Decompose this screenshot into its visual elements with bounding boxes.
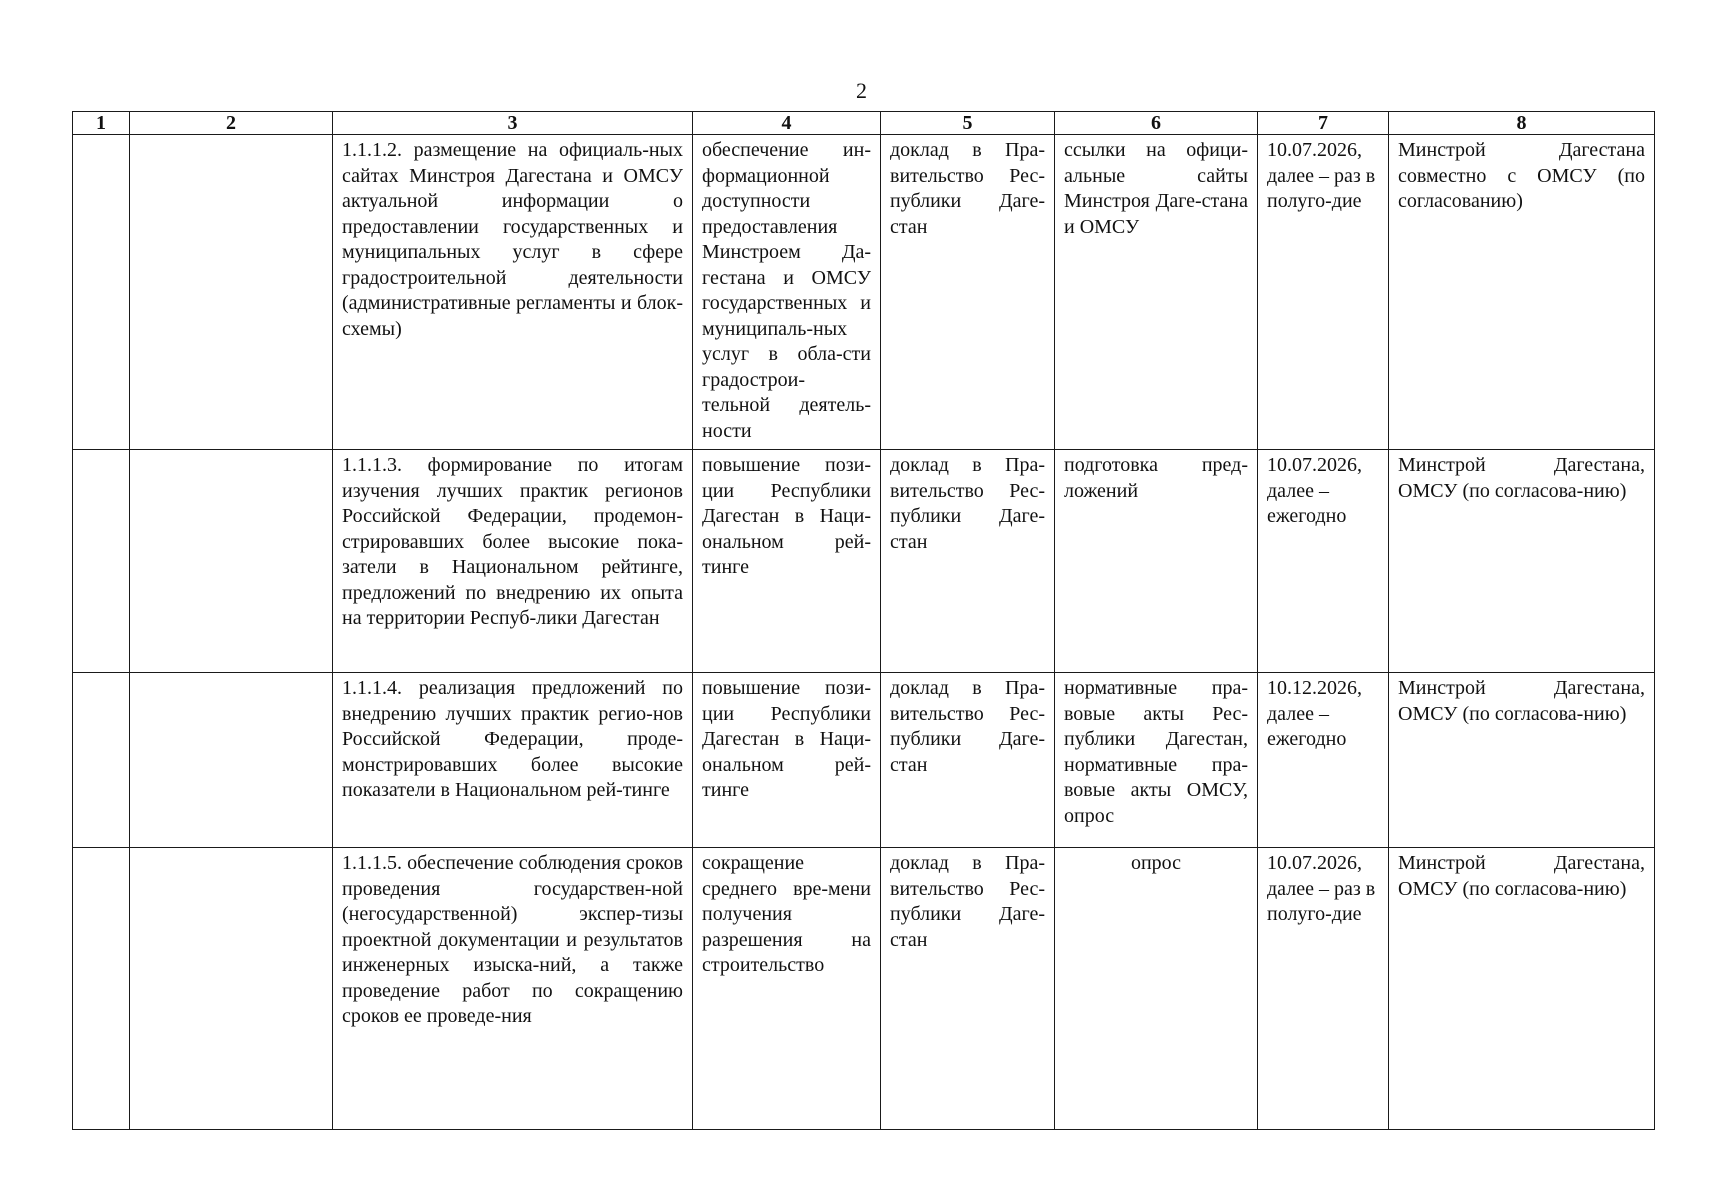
- cell-report-form: доклад в Пра-вительство Рес-публики Даге-стан: [881, 673, 1055, 848]
- page-number: 2: [856, 78, 867, 103]
- cell-measure: 1.1.1.5. обеспечение соблюдения сроков проведения государствен-ной (негосударственной) экспер-тизы проектной документации и результатов инженерных изыска-ний, а также проведение работ по сокращению сроков ее проведе-ния: [333, 848, 693, 1130]
- cell-expected-result: сокращение среднего вре-мени получения разрешения на строительство: [693, 848, 881, 1130]
- table-row: [73, 450, 1655, 673]
- table-row: [73, 848, 1655, 1130]
- cell-report-form: доклад в Пра-вительство Рес-публики Даге-стан: [881, 135, 1055, 450]
- cell-expected-result: обеспечение ин-формационной доступности предоставления Минстроем Да-гестана и ОМСУ государственных и муниципаль-ных услуг в обла-сти градострои-тельной деятель-ности: [693, 135, 881, 450]
- table-body: [73, 135, 1655, 1130]
- table-header: [73, 112, 1655, 135]
- cell-report-form: доклад в Пра-вительство Рес-публики Даге-стан: [881, 450, 1055, 673]
- cell-responsible: Минстрой Дагестана совместно с ОМСУ (по согласованию): [1389, 135, 1655, 450]
- cell-responsible: Минстрой Дагестана, ОМСУ (по согласова-нию): [1389, 673, 1655, 848]
- cell-measure: 1.1.1.2. размещение на официаль-ных сайтах Минстроя Дагестана и ОМСУ актуальной информации о предоставлении государственных и муниципальных услуг в сфере градостроительной деятельности (административные регламенты и блок-схемы): [333, 135, 693, 450]
- cell-deadline: 10.07.2026, далее – ежегодно: [1258, 450, 1389, 673]
- column-header-4: 4: [693, 112, 881, 135]
- cell-task: [130, 450, 333, 673]
- header-row: [73, 112, 1655, 135]
- column-header-6: 6: [1055, 112, 1258, 135]
- measures-table: [72, 111, 1655, 1130]
- column-header-7: 7: [1258, 112, 1389, 135]
- cell-task: [130, 135, 333, 450]
- cell-number: [73, 135, 130, 450]
- cell-task: [130, 673, 333, 848]
- cell-confirming-document: ссылки на офици-альные сайты Минстроя Даге-стана и ОМСУ: [1055, 135, 1258, 450]
- table-row: [73, 673, 1655, 848]
- cell-deadline: 10.07.2026, далее – раз в полуго-дие: [1258, 848, 1389, 1130]
- cell-deadline: 10.12.2026, далее – ежегодно: [1258, 673, 1389, 848]
- cell-expected-result: повышение пози-ции Республики Дагестан в Наци-ональном рей-тинге: [693, 673, 881, 848]
- table-row: [73, 135, 1655, 450]
- cell-number: [73, 450, 130, 673]
- cell-responsible: Минстрой Дагестана, ОМСУ (по согласова-нию): [1389, 848, 1655, 1130]
- cell-task: [130, 848, 333, 1130]
- cell-report-form: доклад в Пра-вительство Рес-публики Даге-стан: [881, 848, 1055, 1130]
- cell-number: [73, 673, 130, 848]
- cell-measure: 1.1.1.3. формирование по итогам изучения лучших практик регионов Российской Федерации, продемон-стрировавших более высокие пока-затели в Национальном рейтинге, предложений по внедрению их опыта на территории Респуб-лики Дагестан: [333, 450, 693, 673]
- column-header-5: 5: [881, 112, 1055, 135]
- cell-deadline: 10.07.2026, далее – раз в полуго-дие: [1258, 135, 1389, 450]
- column-header-8: 8: [1389, 112, 1655, 135]
- column-header-3: 3: [333, 112, 693, 135]
- cell-confirming-document: нормативные пра-вовые акты Рес-публики Дагестан, нормативные пра-вовые акты ОМСУ, опрос: [1055, 673, 1258, 848]
- cell-confirming-document: подготовка пред-ложений: [1055, 450, 1258, 673]
- cell-measure: 1.1.1.4. реализация предложений по внедрению лучших практик регио-нов Российской Федерации, проде-монстрировавших более высокие показатели в Национальном рей-тинге: [333, 673, 693, 848]
- cell-responsible: Минстрой Дагестана, ОМСУ (по согласова-нию): [1389, 450, 1655, 673]
- column-header-1: 1: [73, 112, 130, 135]
- cell-expected-result: повышение пози-ции Республики Дагестан в Наци-ональном рей-тинге: [693, 450, 881, 673]
- cell-number: [73, 848, 130, 1130]
- column-header-2: 2: [130, 112, 333, 135]
- cell-confirming-document: опрос: [1055, 848, 1258, 1130]
